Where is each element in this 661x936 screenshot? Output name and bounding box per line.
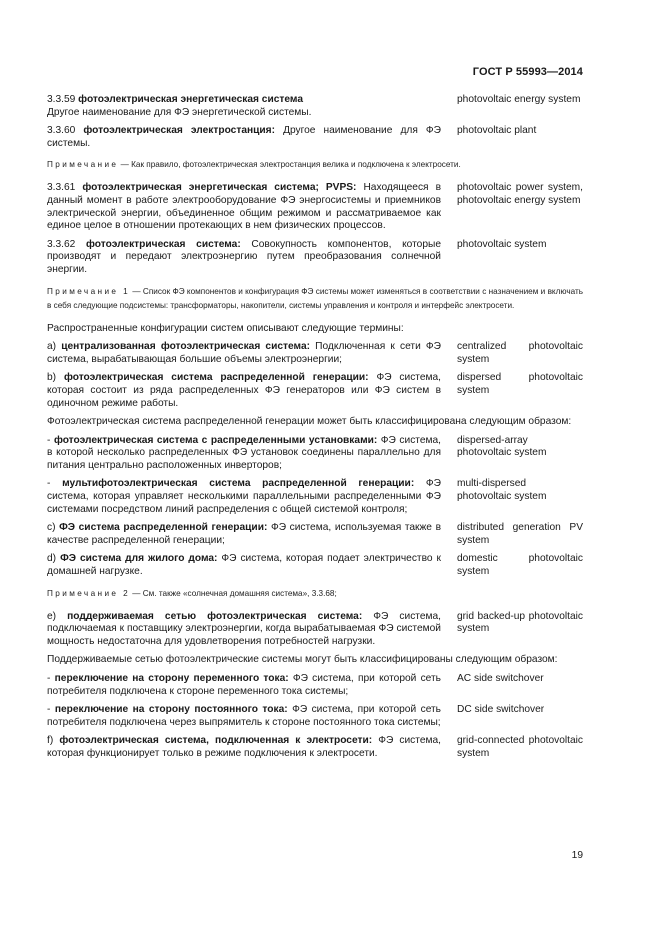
item-term: фотоэлектрическая система распределенной генерации: <box>63 372 369 384</box>
item-prefix: а) <box>47 341 62 353</box>
item-text: ФЭ система, при которой сеть потребителя подключена через выпрямитель к стороне постоянного тока системы; <box>47 704 441 728</box>
list-item <box>47 673 583 698</box>
item-english: grid-connected photovoltaic system <box>457 735 583 759</box>
list-item <box>47 372 583 410</box>
term-english: photovoltaic power system, photovoltaic energy system <box>457 182 583 206</box>
item-prefix: b) <box>47 372 64 384</box>
list-item <box>47 478 583 516</box>
item-text: ФЭ система, при которой сеть потребителя подключена к стороне переменного тока системы; <box>47 673 441 697</box>
list-item <box>47 611 583 649</box>
standard-code: ГОСТ Р 55993—2014 <box>472 66 583 78</box>
item-prefix: - <box>47 478 63 490</box>
item-prefix: - <box>47 673 55 684</box>
item-term: централизованная фотоэлектрическая система: <box>61 341 311 353</box>
item-term: фотоэлектрическая система, подключенная к электросети: <box>59 735 373 747</box>
term-number: 3.3.60 <box>47 125 76 137</box>
paragraph: Фотоэлектрическая система распределенной генерации может быть классифицирована следующим образом: <box>47 416 572 428</box>
note <box>47 285 583 313</box>
term-definition: Находящееся в данный момент в работе электрооборудование ФЭ энергосистемы и приемников электрической энергии, объединенное общим режимом и рассматриваемое как единое целое в отношении протекающих в нем физических процессов. <box>47 182 441 232</box>
item-prefix: е) <box>47 610 68 622</box>
term-english: photovoltaic system <box>457 238 547 250</box>
note-text: — Как правило, фотоэлектрическая электростанция велика и подключена к электросети. <box>118 160 461 170</box>
term-number: 3.3.62 <box>47 238 76 250</box>
term-name: фотоэлектрическая система: <box>86 238 241 250</box>
term-name: фотоэлектрическая энергетическая система <box>78 94 303 105</box>
item-text: ФЭ система, которая подает электричество к домашней нагрузке. <box>47 553 441 578</box>
term-name: фотоэлектрическая электростанция: <box>83 125 276 137</box>
item-prefix: - <box>47 704 55 716</box>
term-entry <box>47 182 583 232</box>
term-english: photovoltaic energy system <box>457 94 581 105</box>
term-entry <box>47 94 583 119</box>
item-prefix: d) <box>47 553 61 565</box>
term-definition: Другое наименование для ФЭ системы. <box>47 125 441 149</box>
item-prefix: - <box>47 434 54 446</box>
note-label: Примечание <box>47 160 119 170</box>
list-item <box>47 522 583 547</box>
term-entry <box>47 239 583 277</box>
list-item <box>47 704 583 729</box>
term-definition: Другое наименование для ФЭ энергетической системы. <box>47 106 312 118</box>
item-english: grid backed-up photovoltaic system <box>457 610 583 635</box>
paragraph: Поддерживаемые сетью фотоэлектрические системы могут быть классифицированы следующим образом: <box>47 654 558 666</box>
term-number: 3.3.59 <box>47 94 76 105</box>
item-english: dispersed-array photovoltaic system <box>457 434 547 459</box>
list-item <box>47 435 583 473</box>
item-english: multi-dispersed photovoltaic system <box>457 478 547 503</box>
item-term: фотоэлектрическая система с распределенными установками: <box>53 434 378 446</box>
note-label: Примечание 1 <box>47 286 131 296</box>
item-english: distributed generation PV system <box>457 522 583 546</box>
item-prefix: f) <box>47 735 60 747</box>
term-number: 3.3.61 <box>47 182 76 194</box>
item-text: ФЭ система, в которой несколько распределенных ФЭ установок соединены параллельно для питания центрально расположенных инверторов; <box>47 434 442 471</box>
item-term: поддерживаемая сетью фотоэлектрическая система: <box>67 610 363 622</box>
item-english: centralized photovoltaic system <box>457 341 583 365</box>
item-text: ФЭ система, подключаемая к поставщику электроэнергии, когда вырабатываемая ФЭ системой мощность недостаточна для удовлетворения потребностей нагрузки. <box>47 610 442 647</box>
list-item <box>47 553 583 578</box>
term-english: photovoltaic plant <box>457 125 537 137</box>
list-item <box>47 735 583 760</box>
note-label: Примечание 2 <box>47 588 131 598</box>
item-text: Подключенная к сети ФЭ система, вырабатывающая большие объемы электроэнергии; <box>47 341 441 365</box>
paragraph: Распространенные конфигурации систем описывают следующие термины: <box>47 322 404 334</box>
item-text: ФЭ система, которая управляет несколькими параллельными распределенными ФЭ системами посредством линий распределения с общей системой контроля; <box>47 478 441 515</box>
item-term: переключение на сторону переменного тока: <box>54 673 289 684</box>
item-english: DC side switchover <box>457 704 545 716</box>
item-english: domestic photovoltaic system <box>457 553 583 578</box>
item-english: dispersed photovoltaic system <box>457 372 583 396</box>
note <box>47 158 583 172</box>
note-text: — Список ФЭ компонентов и конфигурация ФЭ системы может изменяться в соответствии с назначением и включать в себя следующие подсистемы: трансформаторы, накопители, системы управления и контроля и интерфейс электросети. <box>47 286 583 310</box>
item-prefix: с) <box>47 522 60 534</box>
note-text: — См. также «солнечная домашняя система», 3.3.68; <box>130 588 337 598</box>
page-number: 19 <box>571 850 583 861</box>
item-text: ФЭ система, используемая также в качестве распределенной генерации; <box>47 522 441 546</box>
item-term: переключение на сторону постоянного тока: <box>54 704 288 716</box>
item-term: ФЭ система распределенной генерации: <box>59 522 268 534</box>
term-name: фотоэлектрическая энергетическая система; PVPS: <box>82 182 357 194</box>
item-text: ФЭ система, которая функционирует только в режиме подключения к электросети. <box>47 735 441 759</box>
note <box>47 587 583 601</box>
item-term: ФЭ система для жилого дома: <box>60 553 218 565</box>
content <box>47 94 583 767</box>
item-text: ФЭ система, которая состоит из ряда распределенных ФЭ генераторов или ФЭ систем в одиночном режиме работы. <box>47 372 442 409</box>
item-english: AC side switchover <box>457 673 544 684</box>
list-item <box>47 341 583 366</box>
term-definition: Совокупность компонентов, которые производят и передают электроэнергию путем преобразования солнечной энергии. <box>47 238 441 275</box>
item-term: мультифотоэлектрическая система распределенной генерации: <box>62 478 415 490</box>
term-entry <box>47 125 583 150</box>
